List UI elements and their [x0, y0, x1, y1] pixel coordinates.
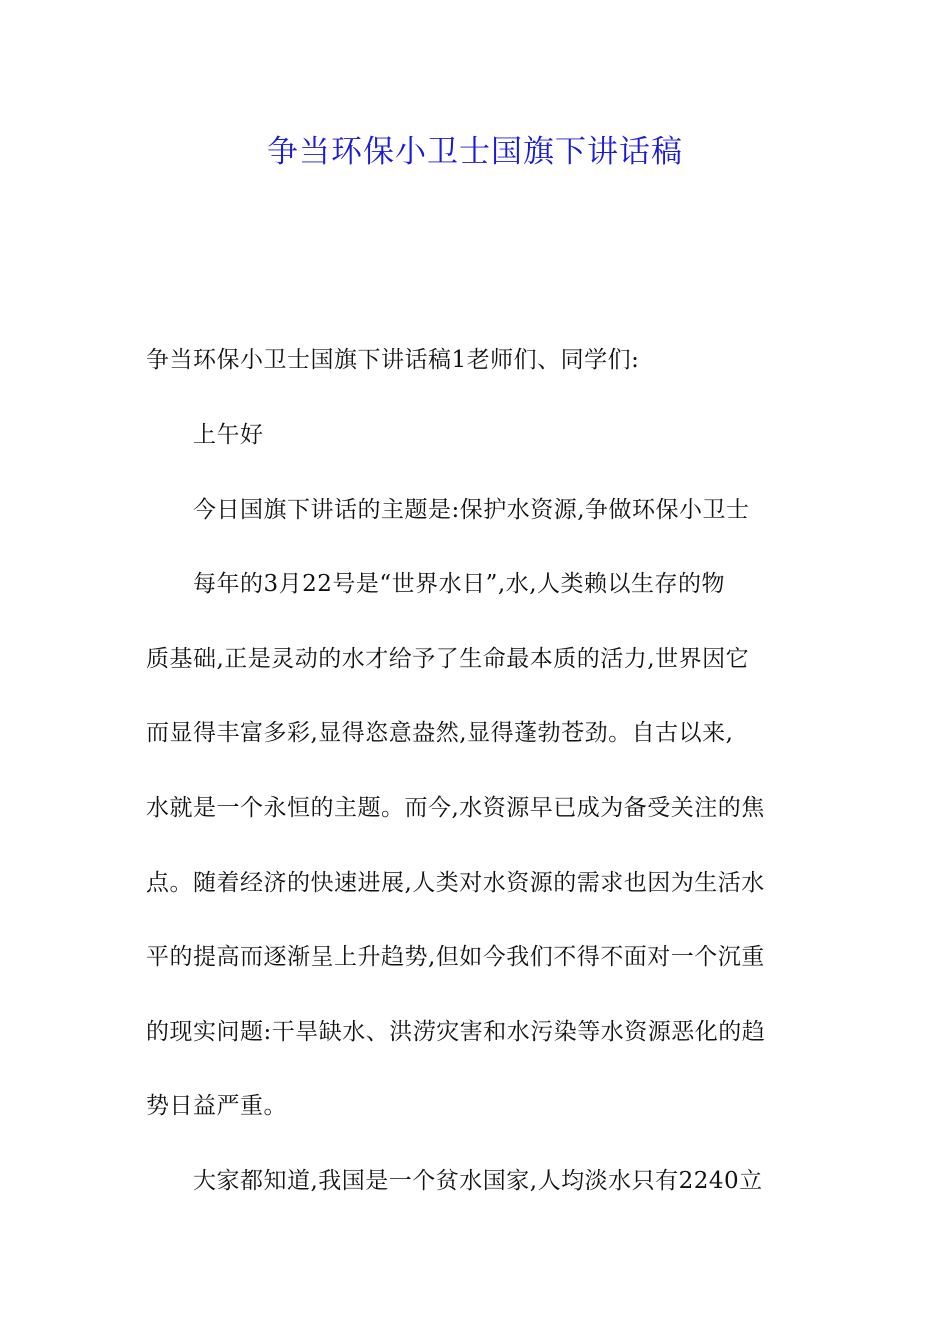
body-text-line: 势日益严重。 — [146, 1093, 287, 1119]
paragraph-heading-line: 争当环保小卫士国旗下讲话稿1老师们、同学们: — [146, 347, 640, 373]
body-text-line: 点。随着经济的快速进展,人类对水资源的需求也因为生活水 — [146, 870, 765, 896]
greeting-line: 上午好 — [193, 422, 264, 448]
body-text-line: 的现实问题:干旱缺水、洪涝灾害和水污染等水资源恶化的趋 — [146, 1019, 766, 1045]
body-text-line: 平的提高而逐渐呈上升趋势,但如今我们不得不面对一个沉重 — [146, 944, 765, 970]
body-text-line: 大家都知道,我国是一个贫水国家,人均淡水只有2240立 — [193, 1168, 763, 1194]
document-title: 争当环保小卫士国旗下讲话稿 — [267, 134, 683, 170]
body-text-line: 水就是一个永恒的主题。而今,水资源早已成为备受关注的焦 — [146, 795, 765, 821]
topic-line: 今日国旗下讲话的主题是:保护水资源,争做环保小卫士 — [193, 497, 750, 523]
body-text-line: 质基础,正是灵动的水才给予了生命最本质的活力,世界因它 — [146, 646, 750, 672]
body-text-line: 每年的3月22号是“世界水日”,水,人类赖以生存的物 — [193, 571, 726, 597]
body-text-line: 而显得丰富多彩,显得恣意盎然,显得蓬勃苍劲。自古以来, — [146, 720, 734, 746]
